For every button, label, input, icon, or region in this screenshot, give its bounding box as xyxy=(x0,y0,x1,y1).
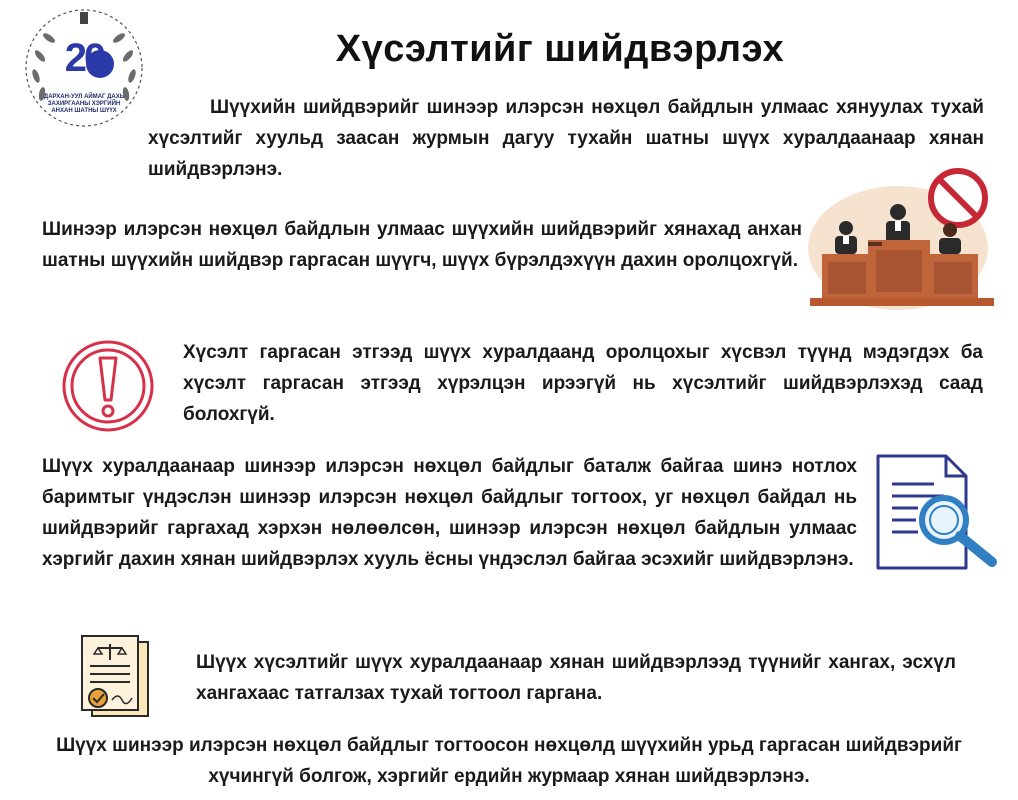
logo-line-3: АНХАН ШАТНЫ ШҮҮХ xyxy=(51,108,117,114)
paragraph-resolution-decision: Шүүх хүсэлтийг шүүх хуралдаанаар хянан шийдвэрлээд түүнийг хангах, эсхүл хангахаас татгалзах тухай тогтоол гаргана. xyxy=(196,652,956,704)
logo-line-1: ДАРХАН-УУЛ АЙМАГ ДАХЬ xyxy=(43,94,125,100)
certificate-icon xyxy=(78,634,152,720)
court-logo xyxy=(22,6,146,130)
paragraph-review-request: Шүүхийн шийдвэрийг шинээр илэрсэн нөхцөл байдлын улмаас хянуулах тухай хүсэлтийг хуульд заасан журмын дагуу тухайн шатны шүүх хуралдаанаар хянан шийдвэрлэнэ. xyxy=(148,97,984,180)
paragraph-evidence-review: Шүүх хуралдаанаар шинээр илэрсэн нөхцөл байдлыг баталж байгаа шинэ нотлох баримтыг үндэслэн шинээр илэрсэн нөхцөл байдлыг тогтоох, уг нөхцөл байдал нь шийдвэрийг гаргахад хэрхэн нөлөөлсөн, шинээр илэрсэн нөхцөл байдлын улмаас хэргийг дахин хянан шийдвэрлэх хууль ёсны үндэслэл байгаа эсэхийг шийдвэрлэнэ. xyxy=(42,456,857,570)
page-title: Хүсэлтийг шийдвэрлэх xyxy=(335,28,785,70)
paragraph-applicant-participation: Хүсэлт гаргасан этгээд шүүх хуралдаанд оролцохыг хүсвэл түүнд мэдэгдэх ба хүсэлт гаргасан этгээд хүрэлцэн ирээгүй нь хүсэлтийг шийдвэрлэхэд саад болохгүй. xyxy=(183,342,983,425)
anniversary-number: 20 xyxy=(64,36,104,80)
warning-icon xyxy=(60,338,156,434)
logo-line-2: ЗАХИРГААНЫ ХЭРГИЙН xyxy=(47,101,121,107)
document-search-icon xyxy=(874,450,1000,574)
anniversary-badge: ЖИЛ xyxy=(93,80,111,87)
paragraph-annul-decision: Шүүх шинээр илэрсэн нөхцөл байдлыг тогтоосон нөхцөлд шүүхийн урьд гаргасан шийдвэрийг хүчингүй болгож, хэргийг ердийн журмаар хянан шийдвэрлэнэ. xyxy=(56,735,962,787)
paragraph-judge-exclusion: Шинээр илэрсэн нөхцөл байдлын улмаас шүүхийн шийдвэрийг хянахад анхан шатны шүүхийн шийдвэр гаргасан шүүгч, шүүх бүрэлдэхүүн дахин оролцохгүй. xyxy=(42,219,802,271)
courtroom-icon xyxy=(806,160,1002,310)
